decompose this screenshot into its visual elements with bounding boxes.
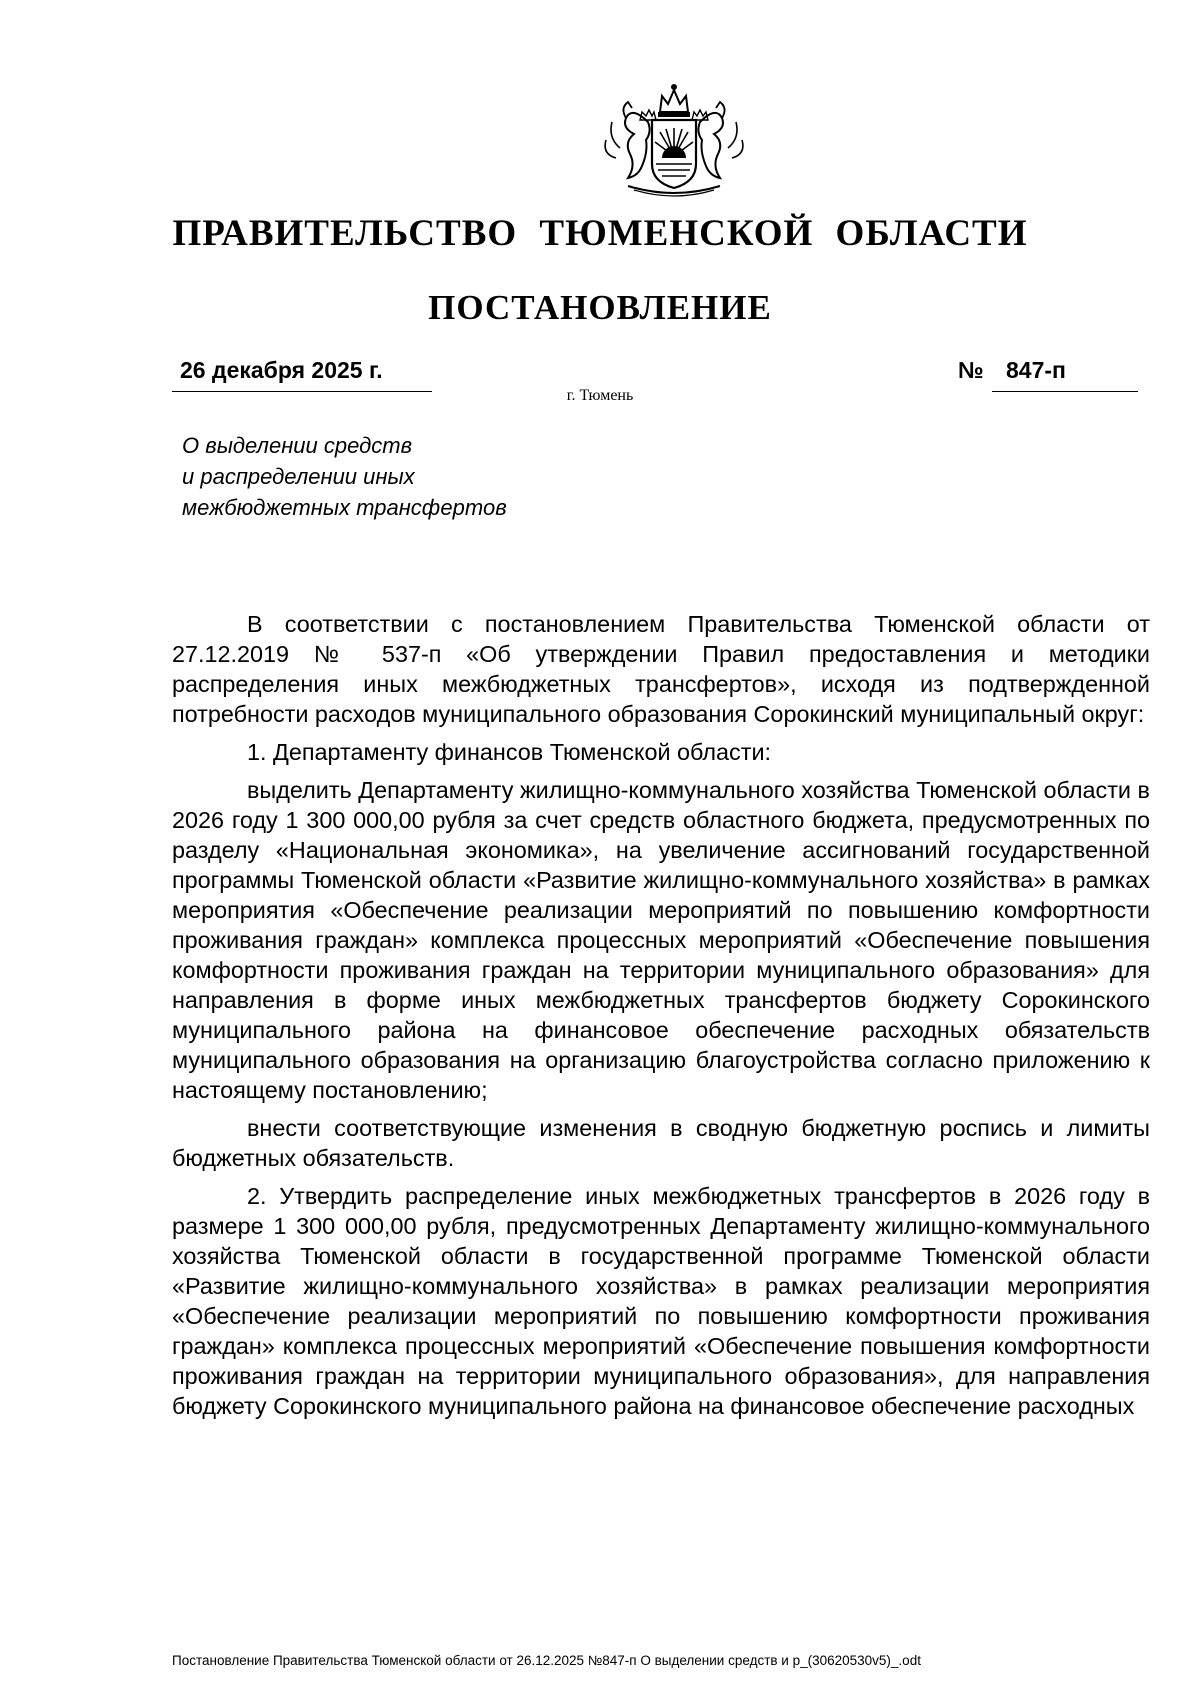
number-value: 847-п [1006, 357, 1066, 383]
body-paragraph: 1. Департаменту финансов Тюменской области: [247, 739, 772, 765]
subject-line: межбюджетных трансфертов [182, 495, 507, 520]
number-label: № [958, 357, 984, 383]
subject-block [182, 430, 507, 523]
org-title: ПРАВИТЕЛЬСТВО ТЮМЕНСКОЙ ОБЛАСТИ [172, 213, 1028, 254]
doc-type-title: ПОСТАНОВЛЕНИЕ [428, 288, 772, 327]
footer-filename: Постановление Правительства Тюменской области от 26.12.2025 №847-п О выделении средств и р_(30620530v5)_.odt [172, 1653, 921, 1668]
body-paragraph: В соответствии с постановлением Правительства Тюменской области от 27.12.2019 № 537-п «Об утверждении Правил предоставления и методики распределения иных межбюджетных трансфертов», исходя из подтвержденной потребности расходов муниципального образования Сорокинский муниципальный округ: [172, 611, 1150, 727]
body-paragraph: внести соответствующие изменения в сводную бюджетную роспись и лимиты бюджетных обязательств. [172, 1115, 1150, 1171]
coat-of-arms-icon [594, 78, 754, 198]
body-paragraph: выделить Департаменту жилищно-коммунального хозяйства Тюменской области в 2026 году 1 300 000,00 рубля за счет средств областного бюджета, предусмотренных по разделу «Национальная экономика», на увеличение ассигнований государственной программы Тюменской области «Развитие жилищно-коммунального хозяйства» в рамках мероприятия «Обеспечение реализации мероприятий по повышению комфортности проживания граждан» комплекса процессных мероприятий «Обеспечение повышения комфортности проживания граждан на территории муниципального образования» для направления в форме иных межбюджетных трансфертов бюджету Сорокинского муниципального района на финансовое обеспечение расходных обязательств муниципального образования на организацию благоустройства согласно приложению к настоящему постановлению; [172, 777, 1150, 1103]
body-paragraph: 2. Утвердить распределение иных межбюджетных трансфертов в 2026 году в размере 1 300 000,00 рубля, предусмотренных Департаменту жилищно-коммунального хозяйства Тюменской области в государственной программе Тюменской области «Развитие жилищно-коммунального хозяйства» в рамках реализации мероприятия «Обеспечение реализации мероприятий по повышению комфортности проживания граждан» комплекса процессных мероприятий «Обеспечение повышения комфортности проживания граждан на территории муниципального образования», для направления бюджету Сорокинского муниципального района на финансовое обеспечение расходных [172, 1183, 1150, 1419]
city: г. Тюмень [566, 387, 634, 404]
subject-line: О выделении средств [182, 433, 413, 458]
date-value: 26 декабря 2025 г. [180, 357, 383, 383]
body-text [172, 609, 1150, 1429]
subject-line: и распределении иных [182, 464, 415, 489]
